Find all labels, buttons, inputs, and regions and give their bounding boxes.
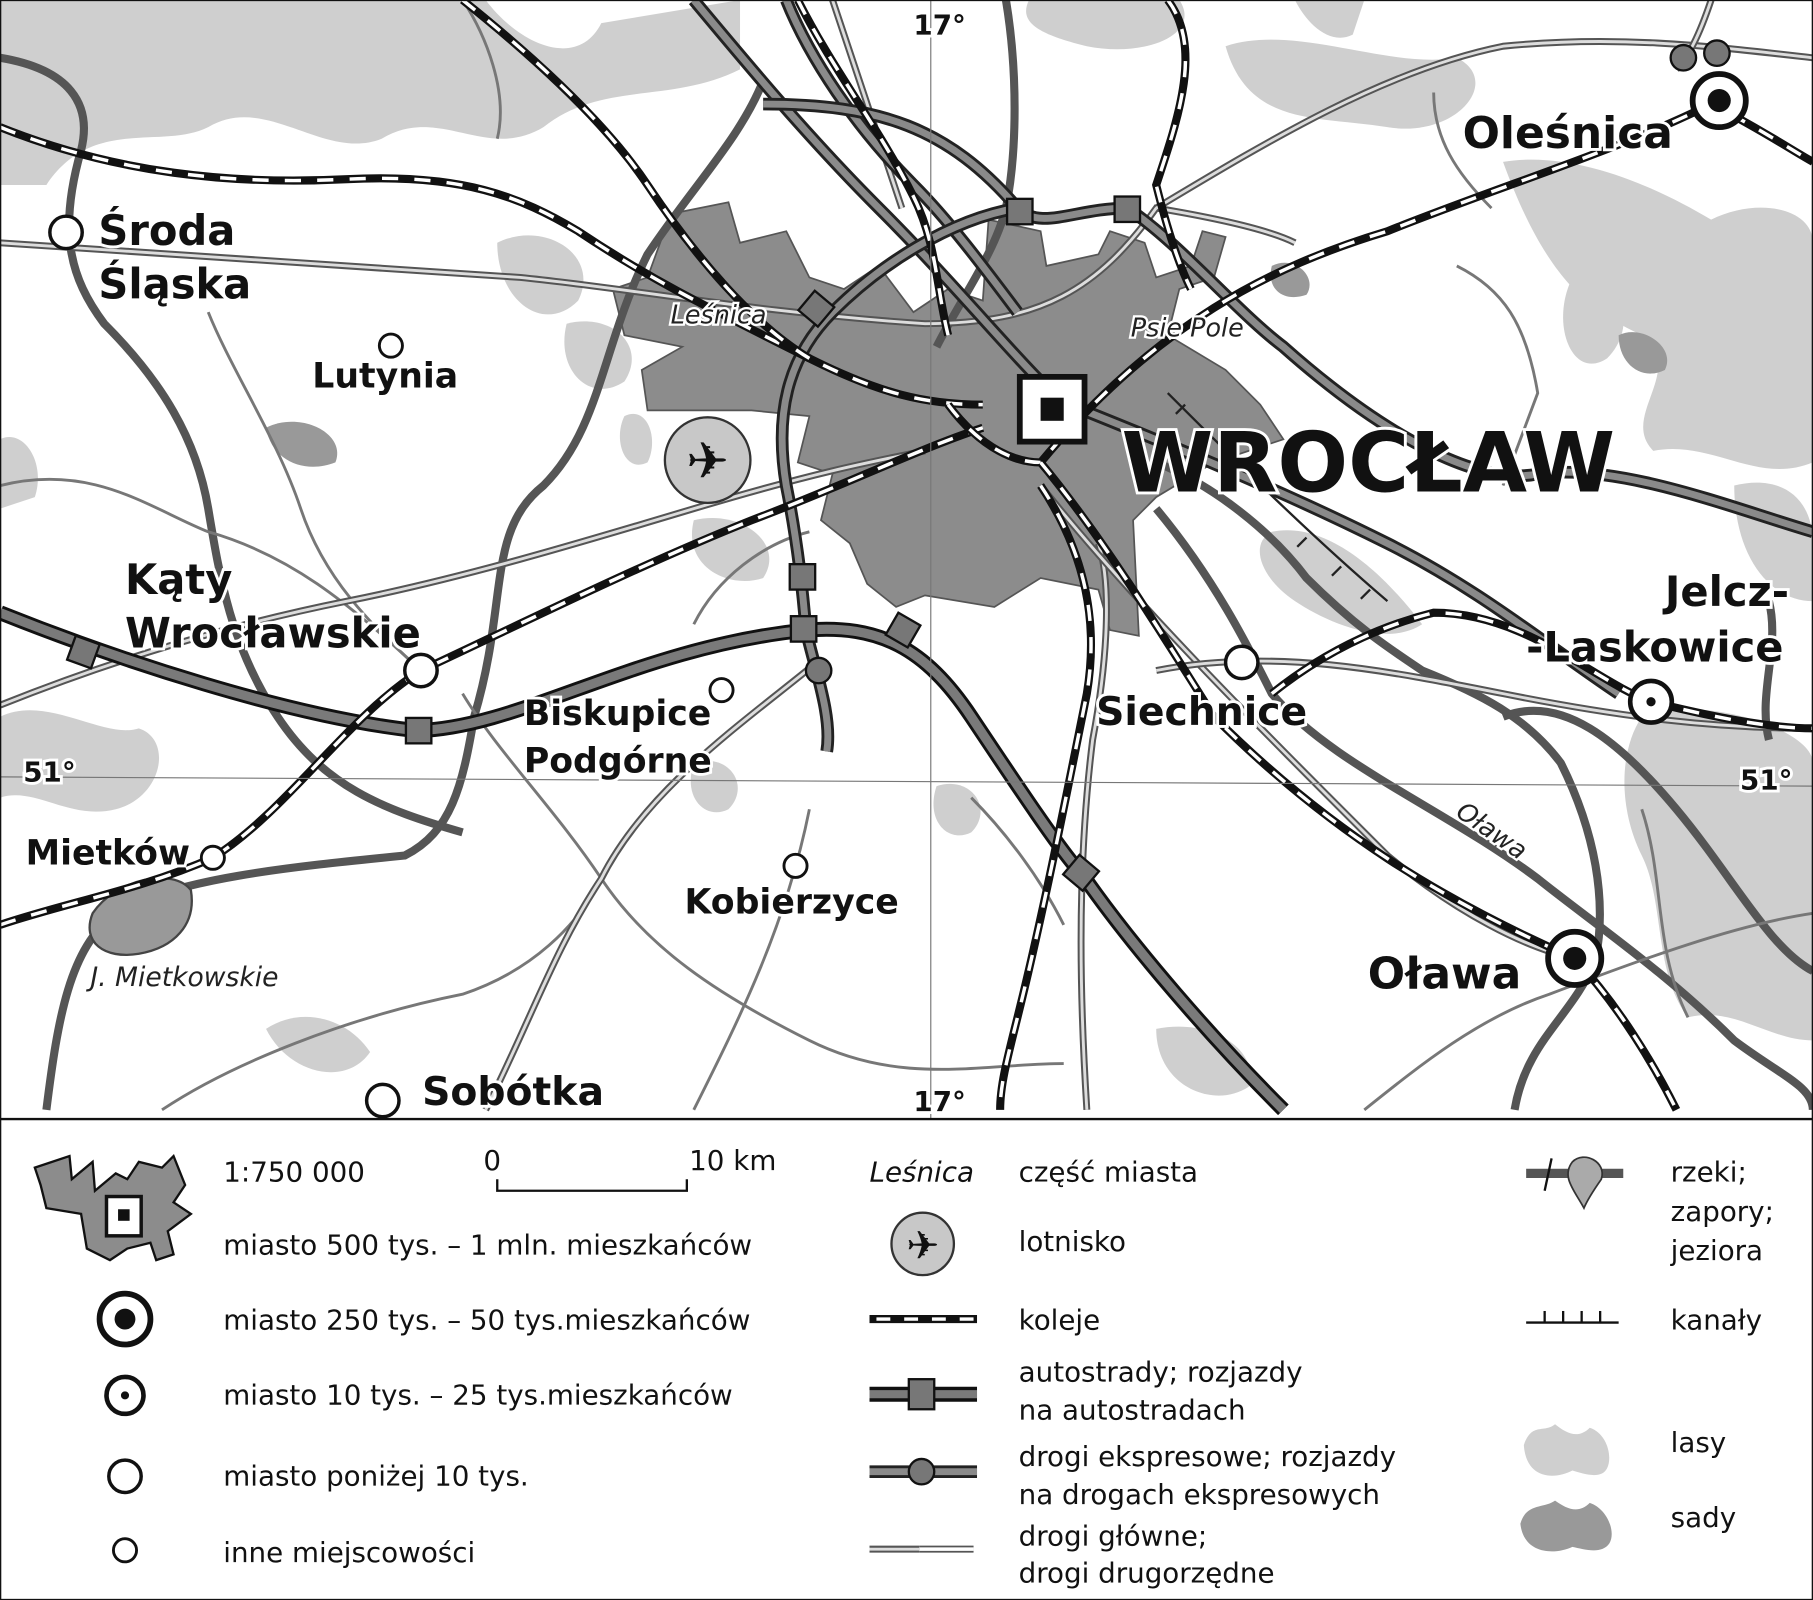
motorway-junction xyxy=(790,564,815,589)
motorway-junction xyxy=(1007,199,1032,224)
svg-text:✈: ✈ xyxy=(906,1223,940,1269)
label-lon-top: 17° xyxy=(913,8,966,42)
label-lat-left: 51° xyxy=(23,755,76,789)
legend-town-icon xyxy=(109,1460,141,1492)
label-siechnice: Siechnice xyxy=(1096,689,1308,735)
legend-settlement-5: inne miejscowości xyxy=(223,1535,476,1569)
label-olawa: Oława xyxy=(1367,948,1522,1000)
legend-scale: 1:750 000 xyxy=(223,1155,365,1189)
label-wroclaw: WROCŁAW xyxy=(1121,414,1616,512)
legend-orchard-icon xyxy=(1520,1501,1611,1552)
motorway-junction xyxy=(406,718,431,743)
label-lat-right: 51° xyxy=(1740,763,1793,797)
legend-water-label-2: zapory; xyxy=(1670,1194,1774,1228)
legend-settlement-4: miasto poniżej 10 tys. xyxy=(223,1459,529,1493)
motorway-junction xyxy=(791,616,816,641)
label-biskupice-1: Biskupice xyxy=(523,693,712,734)
label-lon-bottom: 17° xyxy=(913,1084,966,1118)
legend-district-label: część miasta xyxy=(1018,1155,1199,1189)
legend-settlement-2: miasto 250 tys. – 50 tys.mieszkańców xyxy=(223,1303,751,1337)
legend-settlement-3: miasto 10 tys. – 25 tys.mieszkańców xyxy=(223,1378,733,1412)
legend-scale-start: 0 xyxy=(483,1143,502,1177)
legend-settlement-1: miasto 500 tys. – 1 mln. mieszkańców xyxy=(223,1228,753,1262)
legend-forest-label: lasy xyxy=(1670,1426,1727,1460)
legend-village-icon xyxy=(113,1539,136,1562)
label-katy-2: Wrocławskie xyxy=(124,608,421,658)
legend-canal-label: kanały xyxy=(1670,1303,1763,1337)
legend-expressway-label-2: na drogach ekspresowych xyxy=(1018,1478,1381,1512)
label-river-olawa: Oława xyxy=(1451,795,1534,866)
label-biskupice-2: Podgórne xyxy=(523,741,712,782)
legend-water-label-1: rzeki; xyxy=(1670,1155,1747,1189)
legend-road-label-2: drogi drugorzędne xyxy=(1018,1556,1275,1590)
legend-district-sample: Leśnica xyxy=(869,1155,975,1189)
legend-orchard-label: sady xyxy=(1670,1501,1737,1535)
legend-scale-end: 10 km xyxy=(689,1143,777,1177)
legend-airport-label: lotnisko xyxy=(1018,1224,1126,1258)
label-sobotka: Sobótka xyxy=(422,1070,604,1116)
label-sroda-2: Śląska xyxy=(98,259,252,309)
label-lutynia: Lutynia xyxy=(312,356,459,397)
svg-text:✈: ✈ xyxy=(686,431,729,491)
legend-expressway-label-1: drogi ekspresowe; rozjazdy xyxy=(1018,1439,1397,1473)
label-psie-pole: Psie Pole xyxy=(1130,312,1244,343)
label-kobierzyce: Kobierzyce xyxy=(684,882,899,923)
label-katy-1: Kąty xyxy=(124,555,233,605)
label-mietkow: Mietków xyxy=(25,833,191,874)
label-olesnica: Oleśnica xyxy=(1462,107,1673,159)
legend-forest-icon xyxy=(1524,1424,1609,1475)
airport-icon[interactable] xyxy=(665,417,751,503)
legend-motorway-label-1: autostrady; rozjazdy xyxy=(1018,1355,1303,1389)
label-jelcz-1: Jelcz- xyxy=(1664,566,1790,616)
label-lake: J. Mietkowskie xyxy=(90,962,279,994)
legend-water-label-3: jeziora xyxy=(1670,1234,1764,1268)
legend-motorway-label-2: na autostradach xyxy=(1018,1393,1246,1427)
legend-railway-label: koleje xyxy=(1018,1303,1101,1337)
legend-road-label-1: drogi główne; xyxy=(1018,1519,1208,1553)
label-jelcz-2: -Laskowice xyxy=(1526,622,1784,672)
motorway-junction xyxy=(1115,197,1140,222)
label-lesnica: Leśnica xyxy=(670,299,767,330)
label-sroda-1: Środa xyxy=(98,206,236,256)
